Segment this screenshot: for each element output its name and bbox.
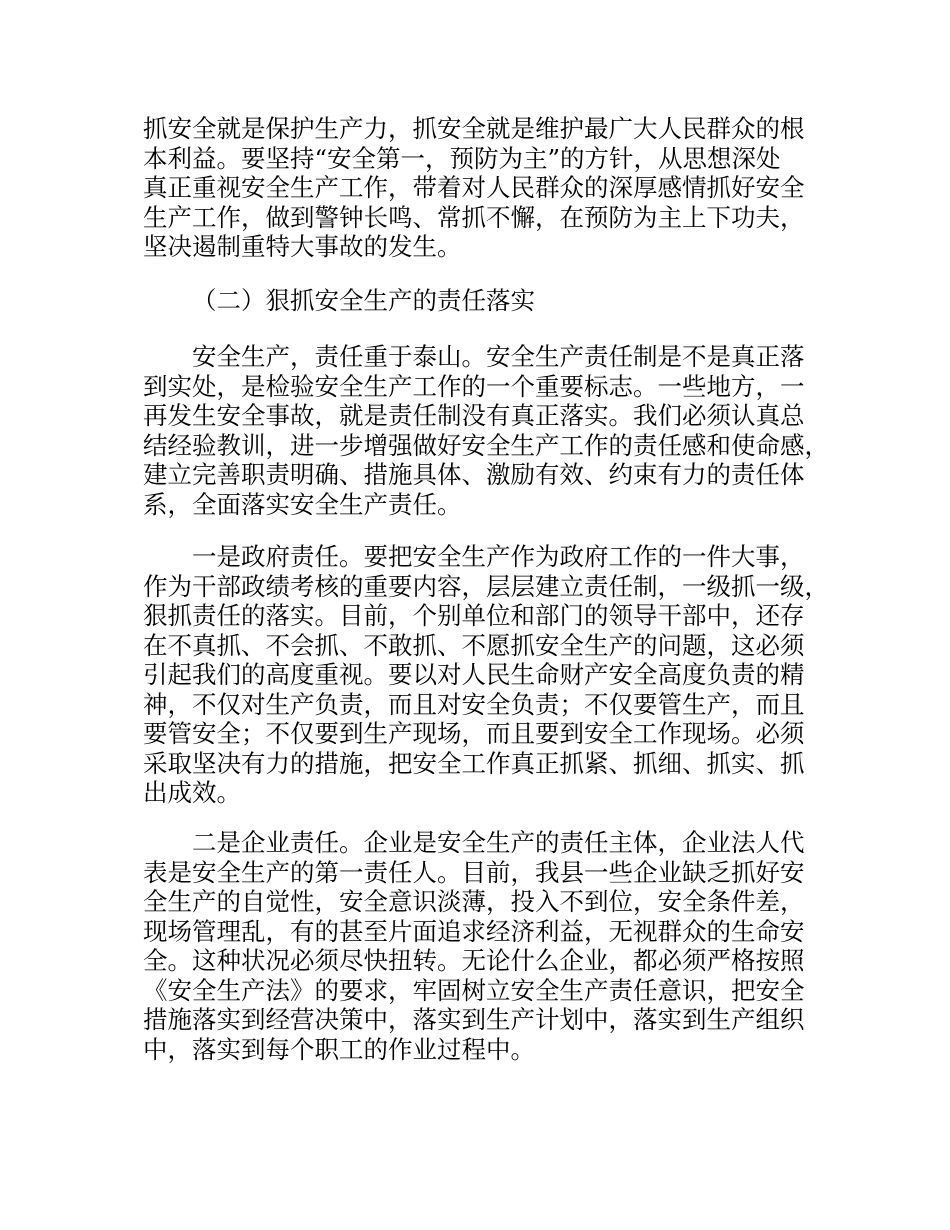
text-line: 全生产的自觉性，安全意识淡薄，投入不到位，安全条件差，: [143, 887, 805, 916]
text-line: 安全生产，责任重于泰山。安全生产责任制是不是真正落: [143, 342, 805, 371]
text-line: 措施落实到经营决策中，落实到生产计划中，落实到生产组织: [143, 1005, 805, 1034]
text-line: 再发生安全事故，就是责任制没有真正落实。我们必须认真总: [143, 401, 805, 430]
text-line: 要管安全；不仅要到生产现场，而且要到安全工作现场。必须: [143, 719, 805, 748]
text-line: 生产工作，做到警钟长鸣、常抓不懈，在预防为主上下功夫，: [143, 202, 805, 232]
text-line: 全。这种状况必须尽快扭转。无论什么企业，都必须严格按照: [143, 946, 805, 975]
paragraph-responsibility: [143, 342, 829, 519]
text-line: 真正重视安全生产工作，带着对人民群众的深厚感情抓好安全: [143, 173, 805, 202]
section-heading: （二）狠抓安全生产的责任落实: [192, 286, 535, 315]
text-line: 《安全生产法》的要求，牢固树立安全生产责任意识，把安全: [143, 975, 805, 1005]
text-line: 抓安全就是保护生产力，抓安全就是维护最广大人民群众的根: [143, 114, 805, 143]
text-line: 引起我们的高度重视。要以对人民生命财产安全高度负责的精: [143, 660, 805, 689]
text-line: 采取坚决有力的措施，把安全工作真正抓紧、抓细、抓实、抓: [143, 748, 805, 778]
text-line: 一是政府责任。要把安全生产作为政府工作的一件大事，: [143, 542, 805, 571]
text-line: 出成效。: [143, 778, 241, 807]
text-line: 建立完善职责明确、措施具体、激励有效、约束有力的责任体: [143, 460, 805, 489]
text-line: 作为干部政绩考核的重要内容，层层建立责任制，一级抓一级，: [143, 571, 829, 601]
text-line: 在不真抓、不会抓、不敢抓、不愿抓安全生产的问题，这必须: [143, 630, 805, 660]
text-line: 狠抓责任的落实。目前，个别单位和部门的领导干部中，还存: [143, 601, 805, 630]
text-line: 现场管理乱，有的甚至片面追求经济利益，无视群众的生命安: [143, 916, 805, 946]
text-line: 本利益。要坚持“安全第一，预防为主”的方针，从思想深处: [143, 143, 781, 173]
text-line: 表是安全生产的第一责任人。目前，我县一些企业缺乏抓好安: [143, 857, 805, 887]
paragraph-opening: [143, 114, 823, 262]
paragraph-enterprise-responsibility: [143, 828, 823, 1064]
text-line: 二是企业责任。企业是安全生产的责任主体，企业法人代: [143, 828, 805, 857]
text-line: 坚决遏制重特大事故的发生。: [143, 232, 462, 261]
text-line: 到实处，是检验安全生产工作的一个重要标志。一些地方，一: [143, 371, 805, 401]
text-line: 神，不仅对生产负责，而且对安全负责；不仅要管生产，而且: [143, 689, 805, 719]
paragraph-government-responsibility: [143, 542, 829, 808]
text-line: 结经验教训，进一步增强做好安全生产工作的责任感和使命感，: [143, 430, 829, 460]
text-line: 系，全面落实安全生产责任。: [143, 489, 462, 519]
text-line: 中，落实到每个职工的作业过程中。: [143, 1034, 535, 1064]
